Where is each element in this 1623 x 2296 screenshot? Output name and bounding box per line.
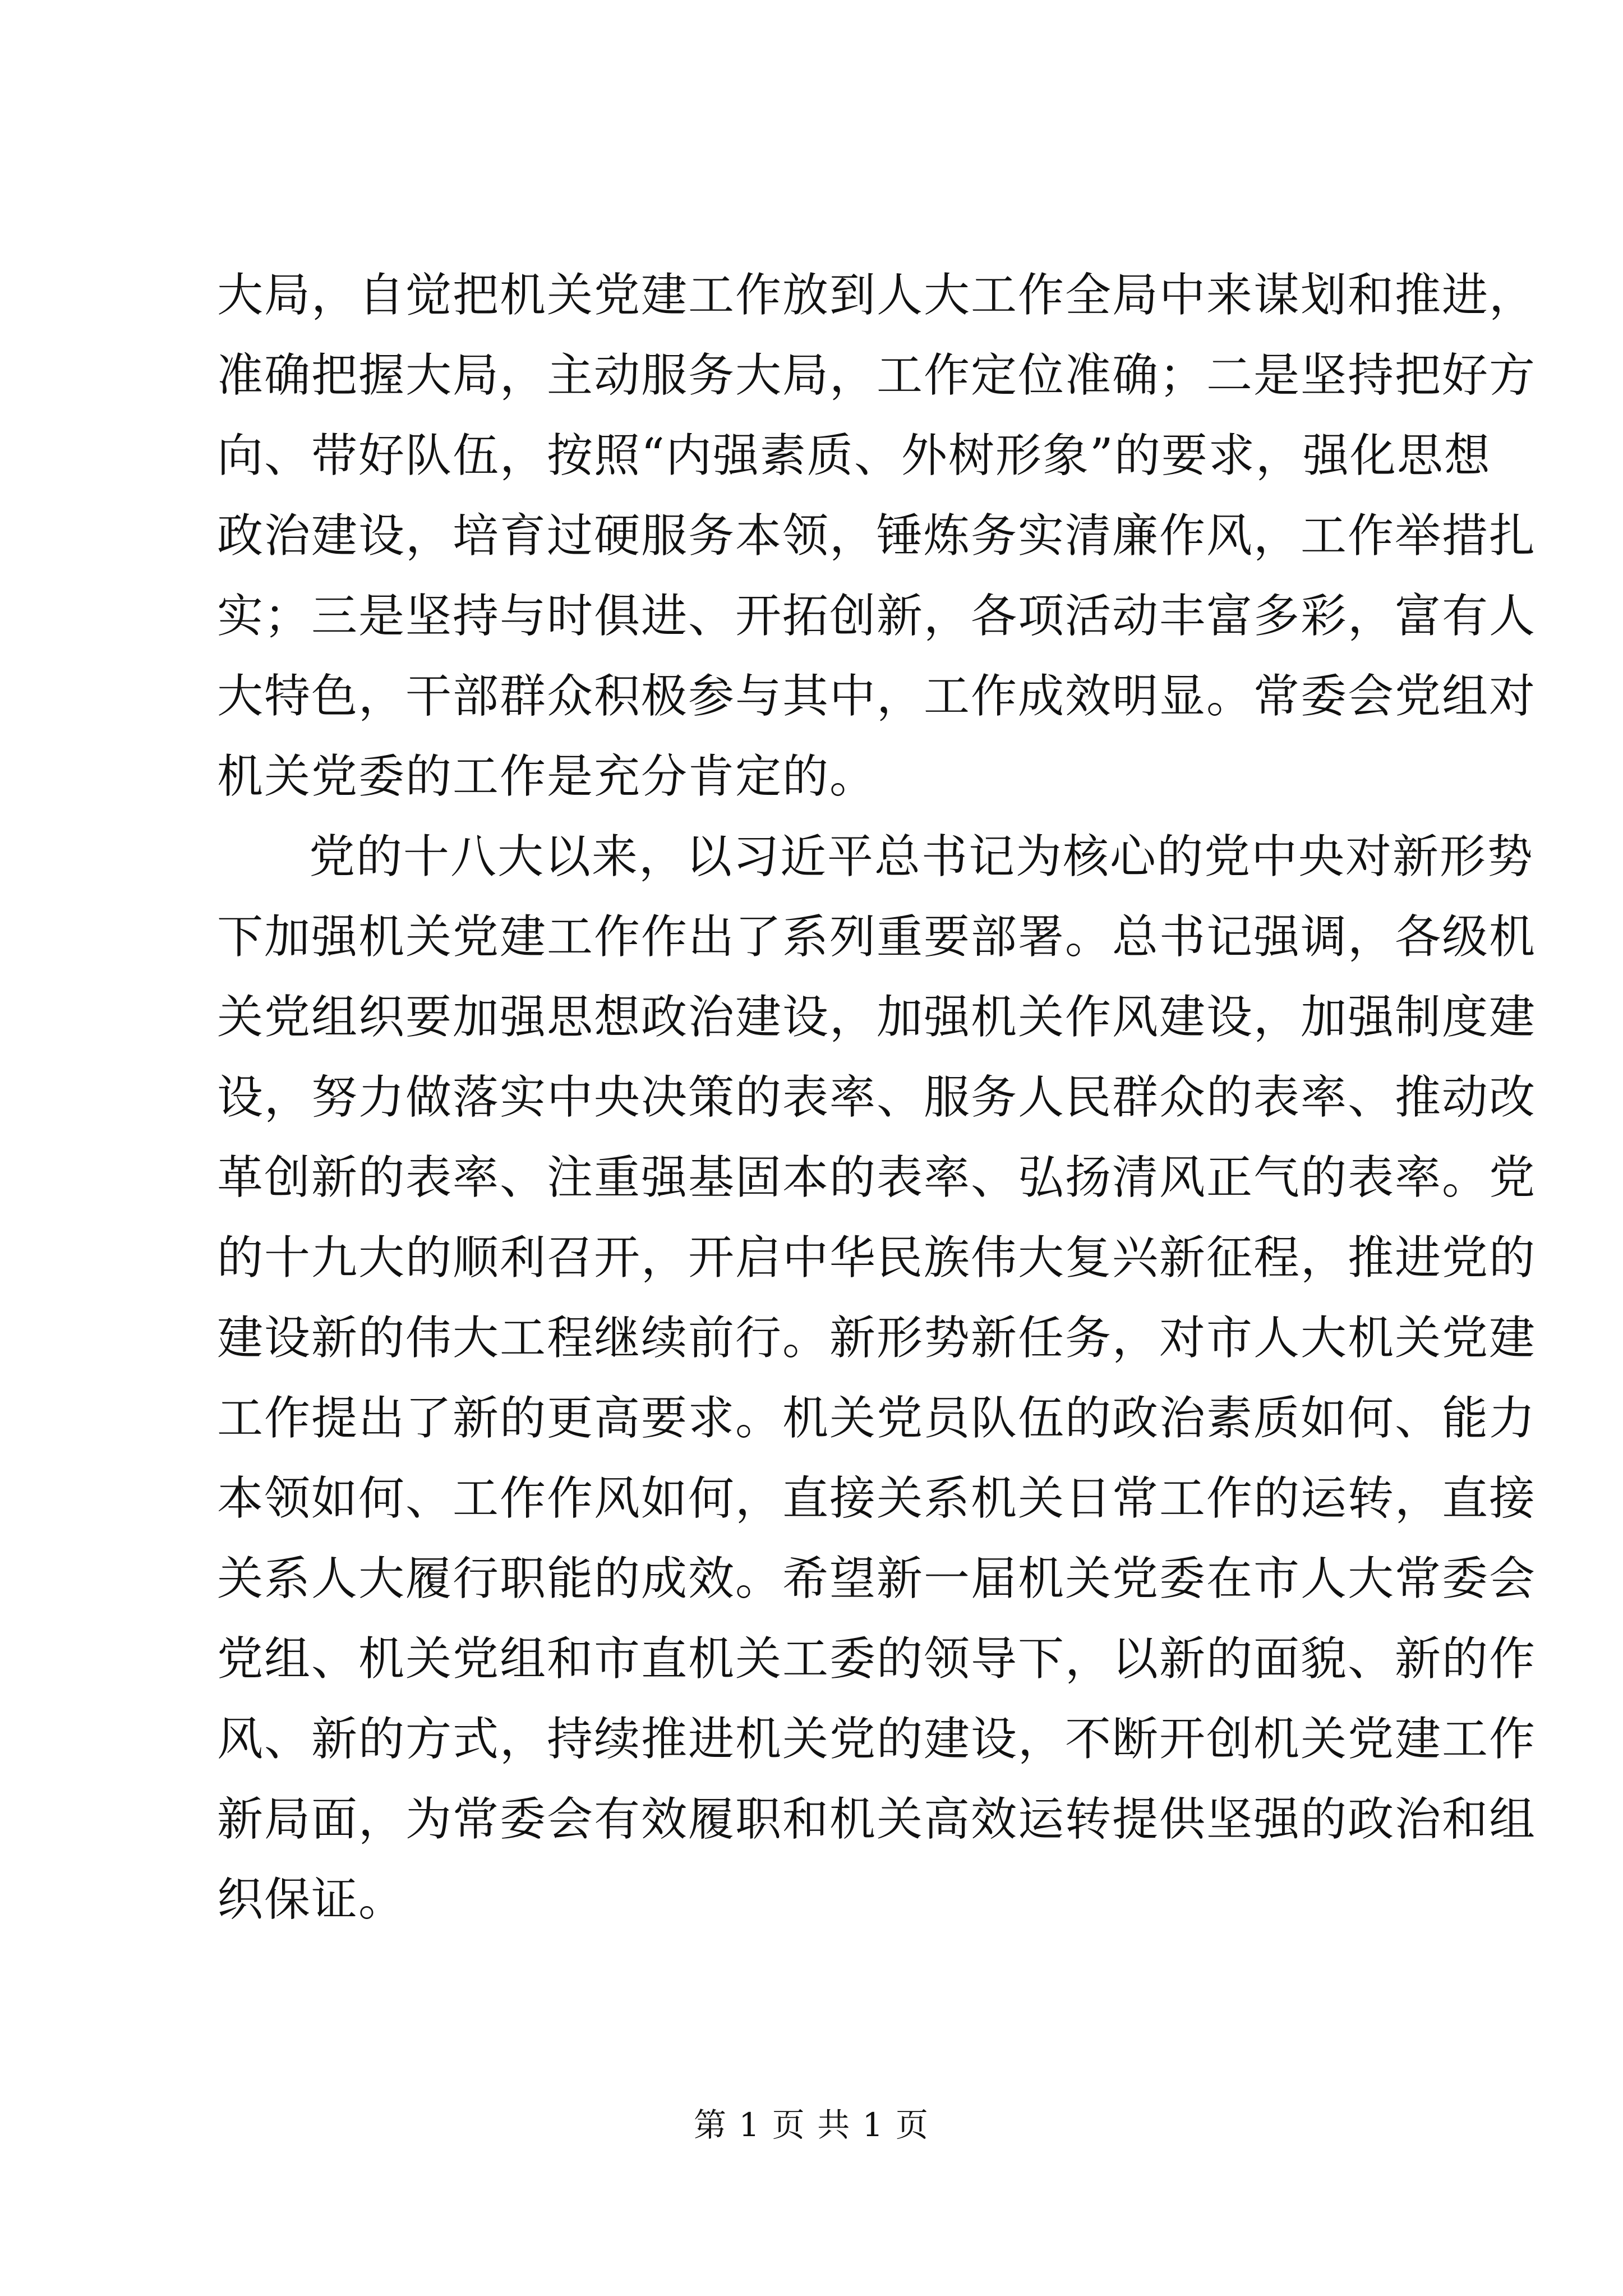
paragraph-line: 向、带好队伍，按照“内强素质、外树形象”的要求，强化思想 <box>217 429 1491 482</box>
document-body <box>217 255 1537 1940</box>
paragraph-line: 准确把握大局，主动服务大局，工作定位准确；二是坚持把好方 <box>217 349 1537 402</box>
paragraph-line: 党组、机关党组和市直机关工委的领导下，以新的面貌、新的作 <box>217 1632 1537 1686</box>
paragraph-line: 建设新的伟大工程继续前行。新形势新任务，对市人大机关党建 <box>217 1312 1537 1365</box>
paragraph-line: 的十九大的顺利召开，开启中华民族伟大复兴新征程，推进党的 <box>217 1231 1537 1285</box>
paragraph-line: 下加强机关党建工作作出了系列重要部署。总书记强调，各级机 <box>217 910 1537 964</box>
paragraph-line: 本领如何、工作作风如何，直接关系机关日常工作的运转，直接 <box>217 1472 1537 1525</box>
paragraph-2 <box>217 817 1537 1940</box>
paragraph-line: 党的十八大以来，以习近平总书记为核心的党中央对新形势 <box>309 830 1534 884</box>
paragraph-line: 大特色，干部群众积极参与其中，工作成效明显。常委会党组对 <box>217 670 1537 723</box>
paragraph-line: 新局面，为常委会有效履职和机关高效运转提供坚强的政治和组 <box>217 1793 1537 1846</box>
paragraph-line: 工作提出了新的更高要求。机关党员队伍的政治素质如何、能力 <box>217 1392 1537 1445</box>
paragraph-1 <box>217 255 1537 817</box>
paragraph-line: 大局，自觉把机关党建工作放到人大工作全局中来谋划和推进， <box>217 269 1537 322</box>
paragraph-line: 风、新的方式，持续推进机关党的建设，不断开创机关党建工作 <box>217 1713 1537 1766</box>
paragraph-line: 关党组织要加强思想政治建设，加强机关作风建设，加强制度建 <box>217 991 1537 1044</box>
paragraph-line: 关系人大履行职能的成效。希望新一届机关党委在市人大常委会 <box>217 1552 1537 1605</box>
paragraph-line: 设，努力做落实中央决策的表率、服务人民群众的表率、推动改 <box>217 1071 1537 1124</box>
paragraph-line: 政治建设，培育过硬服务本领，锤炼务实清廉作风，工作举措扎 <box>217 509 1537 563</box>
paragraph-line: 革创新的表率、注重强基固本的表率、弘扬清风正气的表率。党 <box>217 1151 1537 1204</box>
paragraph-line: 实；三是坚持与时俱进、开拓创新，各项活动丰富多彩，富有人 <box>217 590 1537 643</box>
paragraph-line: 织保证。 <box>217 1873 406 1926</box>
paragraph-line: 机关党委的工作是充分肯定的。 <box>217 750 877 803</box>
page-number-footer: 第 1 页 共 1 页 <box>694 2106 929 2144</box>
